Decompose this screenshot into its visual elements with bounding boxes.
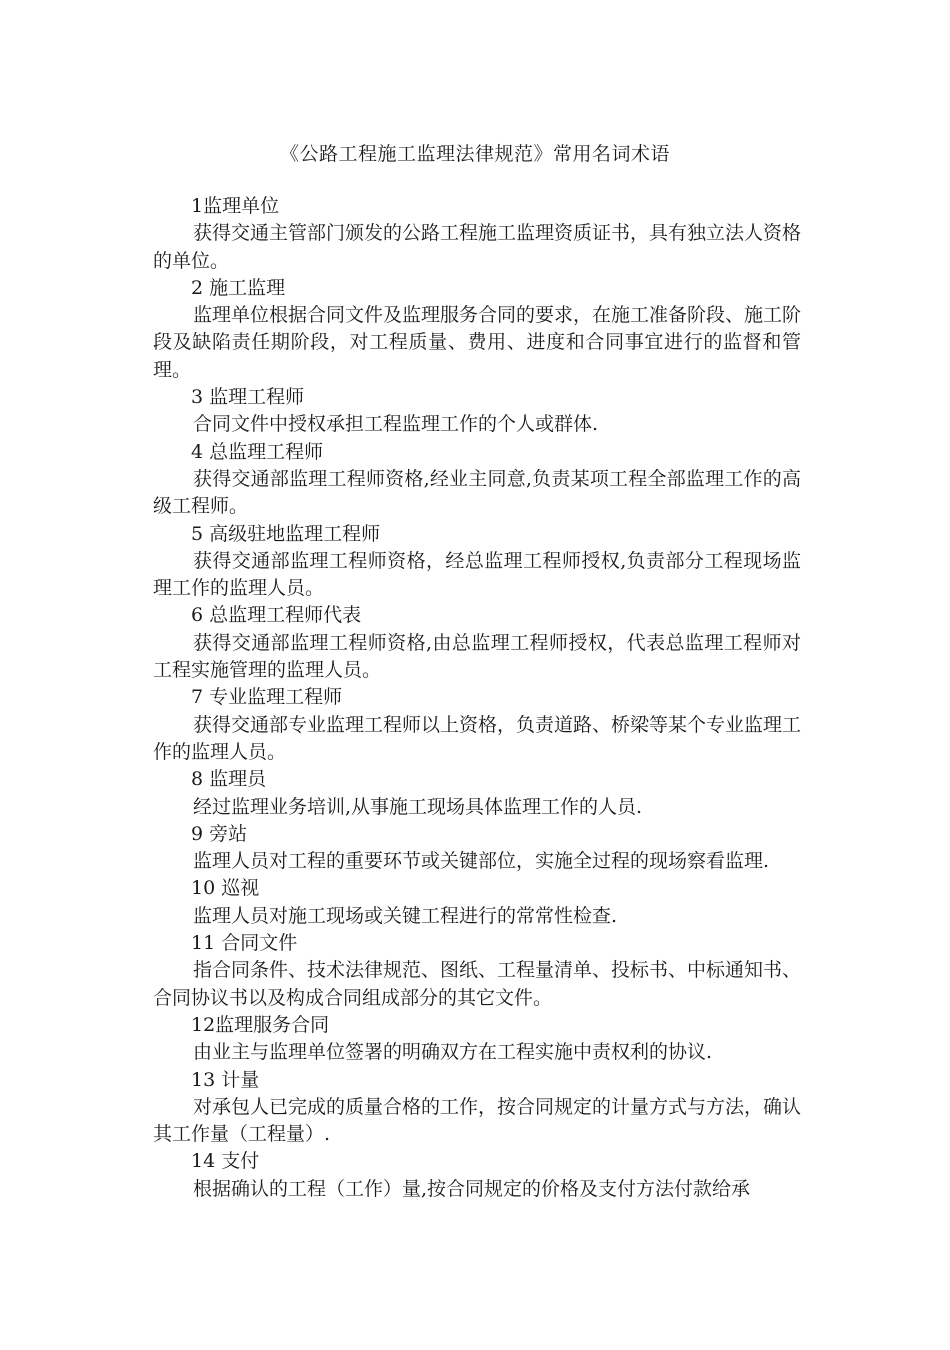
entry-term: 2 施工监理 [191,276,286,299]
entry-definition: 对承包人已完成的质量合格的工作，按合同规定的计量方式与方法，确认其工作量（工程量）. [153,1095,802,1146]
entry-definition: 获得交通部监理工程师资格,由总监理工程师授权，代表总监理工程师对工程实施管理的监理人员。 [153,631,801,682]
entry-term: 4 总监理工程师 [191,440,324,463]
entry-term: 1监理单位 [191,195,280,217]
entry-term: 7 专业监理工程师 [191,686,343,709]
entry-definition: 经过监理业务培训,从事施工现场具体监理工作的人员. [193,795,643,818]
entry-term: 12监理服务合同 [191,1013,330,1036]
entry-definition: 获得交通主管部门颁发的公路工程施工监理资质证书，具有独立法人资格的单位。 [153,222,802,272]
entry-definition: 监理单位根据合同文件及监理服务合同的要求，在施工准备阶段、施工阶段及缺陷责任期阶段，对工程质量、费用、进度和合同事宜进行的监督和管理。 [153,304,802,381]
entry-term: 6 总监理工程师代表 [191,604,362,627]
entry-definition: 获得交通部监理工程师资格,经业主同意,负责某项工程全部监理工作的高级工程师。 [153,467,801,518]
entry-definition: 指合同条件、技术法律规范、图纸、工程量清单、投标书、中标通知书、合同协议书以及构成合同组成部分的其它文件。 [153,959,802,1009]
document-body [153,193,801,1203]
entry-term: 11 合同文件 [191,932,298,955]
entry-definition: 获得交通部监理工程师资格，经总监理工程师授权,负责部分工程现场监理工作的监理人员。 [153,549,801,600]
entry-term: 10 巡视 [191,877,260,900]
entry-term: 5 高级驻地监理工程师 [191,522,381,545]
entry-term: 8 监理员 [191,768,267,791]
entry-definition: 获得交通部专业监理工程师以上资格，负责道路、桥梁等某个专业监理工作的监理人员。 [153,713,802,763]
entry-definition: 监理人员对施工现场或关键工程进行的常常性检查. [193,904,618,927]
entry-term: 3 监理工程师 [191,386,305,409]
document-title: 《公路工程施工监理法律规范》常用名词术语 [279,143,670,165]
entry-term: 14 支付 [191,1150,260,1173]
entry-definition: 合同文件中授权承担工程监理工作的个人或群体. [193,413,599,436]
entry-definition: 监理人员对工程的重要环节或关键部位，实施全过程的现场察看监理. [193,850,770,873]
entry-term: 13 计量 [191,1068,260,1091]
entry-definition: 由业主与监理单位签署的明确双方在工程实施中责权利的协议. [193,1041,713,1064]
entry-term: 9 旁站 [191,822,248,845]
entry-definition: 根据确认的工程（工作）量,按合同规定的价格及支付方法付款给承 [193,1177,751,1200]
